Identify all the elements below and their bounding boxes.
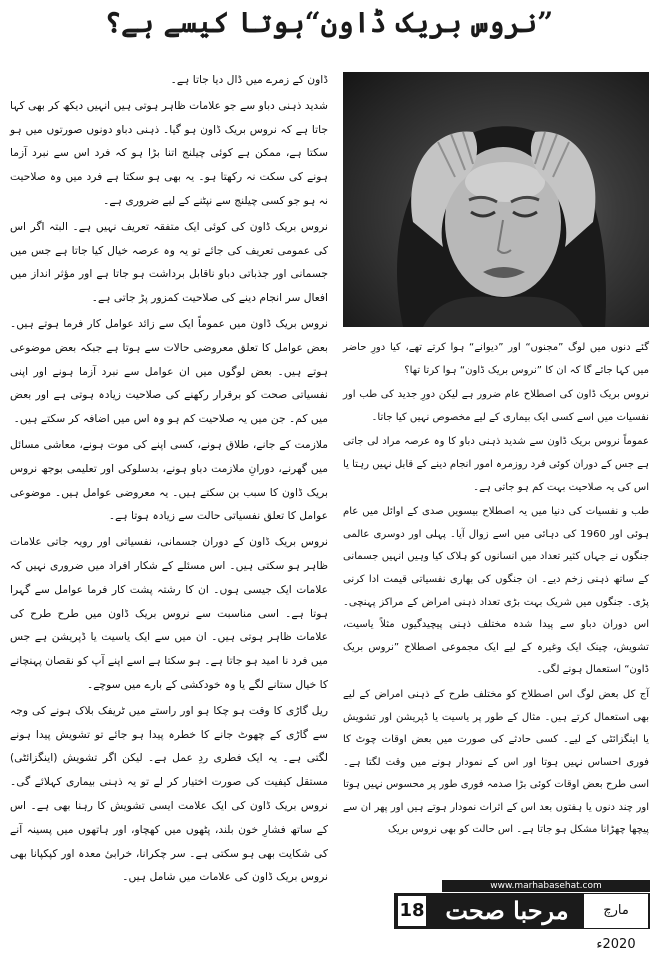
paragraph: ریل گاڑی کا وقت ہو چکا ہو اور راستے میں ٹریفک بلاک ہونے کی وجہ سے گاڑی کے چھوٹ جانے کا خطرہ پیدا ہو جائے تو تشویش پیدا ہونے لگتی ہے۔ یہ ایک فطری ردِ عمل ہے۔ لیکن اگر تشویش (اینگزائٹی) مستقل کیفیت کی صورت اختیار کر لے تو یہ ذہنی بیماری کہلائے گی۔ نروس بریک ڈاون کی ایک علامت ایسی تشویش کا رہنا بھی ہے۔ اس کے ساتھ فشارِ خون بلند، پٹھوں میں کھچاو، اور ہاتھوں میں پسینہ آنے کی شکایت بھی ہو سکتی ہے۔ سر چکرانا، خرابیٔ معدہ اور کپکپانا بھی نروس بریک ڈاون کی علامات میں شامل ہیں۔ bbox=[10, 703, 328, 884]
issue-date: مارچ 2020ء bbox=[584, 894, 648, 928]
article-title: ”نروس بریک ڈاون“ہوتا کیسے ہے؟ bbox=[104, 6, 554, 39]
stressed-woman-photo bbox=[343, 72, 649, 327]
paragraph: نروس بریک ڈاون میں عموماً ایک سے زائد عوامل کار فرما ہوتے ہیں۔ بعض عوامل کا تعلق معروضی حالات سے ہوتا ہے جبکہ بعض موضوعی ہوتے ہیں۔ بعض لوگوں میں ان عوامل سے نبرد آزما ہونے اور اپنی نفسیاتی صحت کو برقرار رکھنے کی صلاحیت زیادہ ہوتی ہے اور بعض میں کم۔ جن میں یہ صلاحیت کم ہو وہ اس میں اضافہ کر سکتے ہیں۔ bbox=[10, 316, 328, 426]
paragraph: طب و نفسیات کی دنیا میں یہ اصطلاح بیسویں صدی کے اوائل میں عام ہوئی اور 1960 کی دہائی میں اسے زوال آیا۔ پہلی اور دوسری عالمی جنگوں نے جہاں کثیر تعداد میں انسانوں کو ہلاک کیا وہیں انہیں جسمانی کے ساتھ ذہنی زخم دیے۔ ان جنگوں کی بھاری نفسیاتی قیمت ادا کرنی پڑی۔ جنگوں میں شریک بہت بڑی تعداد ذہنی امراض کے مراکز پہنچی۔ اس دوران دباو سے پیدا شدہ مختلف ذہنی پیچیدگیوں مثلاً یاسیت، تشویش، چینک ایک وغیرہ کے لیے ایک مجموعی اصطلاح ”نروس بریک ڈاون“ استعمال ہونے لگی۔ bbox=[343, 506, 649, 676]
paragraph: نروس بریک ڈاون کی اصطلاح عام ضرور ہے لیکن دورِ جدید کی طب اور نفسیات میں اسے کسی ایک بیماری کے لیے مخصوص نہیں کیا جاتا۔ bbox=[343, 389, 649, 423]
page-number: 18 bbox=[398, 896, 426, 926]
paragraph: شدید ذہنی دباو سے جو علامات ظاہر ہوتی ہیں انہیں دیکھ کر بھی کہا جاتا ہے کہ نروس بریک ڈاون ہو گیا۔ ذہنی دباو دونوں صورتوں میں ہو سکتا ہے، ممکن ہے کوئی چیلنج اتنا بڑا ہو کہ فرد اس سے نبرد آزما ہونے کی سکت نہ رکھتا ہو۔ یہ بھی ہو سکتا ہے فرد میں وہ صلاحیت نہ ہو جو کسی چیلنج سے نپٹنے کے لیے ضروری ہے۔ bbox=[10, 98, 328, 207]
article-column-right bbox=[343, 337, 649, 844]
paragraph: عموماً نروس بریک ڈاون سے شدید ذہنی دباو کا وہ عرصہ مراد لی جاتی ہے جس کے دوران کوئی فرد روزمرہ امور انجام دینے کے قابل نہیں رہتا یا اس کی یہ صلاحیت بہت کم ہو جاتی ہے۔ bbox=[343, 436, 649, 493]
magazine-logo: مرحبا صحت bbox=[445, 896, 569, 925]
photo-illustration bbox=[343, 72, 649, 327]
paragraph: نروس بریک ڈاون کی کوئی ایک متفقہ تعریف نہیں ہے۔ البتہ اگر اس کی عمومی تعریف کی جائے تو یہ وہ عرصہ خیال کیا جاتا ہے جس میں جسمانی اور جذباتی دباو ناقابل برداشت ہو جاتا ہے اور مؤثر انداز میں افعال سر انجام دینے کی صلاحیت کمزور پڑ جاتی ہے۔ bbox=[10, 219, 328, 305]
website-url[interactable]: www.marhabasehat.com bbox=[442, 880, 650, 892]
paragraph: گئے دنوں میں لوگ ”مجنوں“ اور ”دیوانے“ ہوا کرتے تھے، کیا دورِ حاضر میں کہا جائے گا کہ ان کا ”نروس بریک ڈاون“ ہوا کرتا تھا؟ bbox=[343, 342, 649, 376]
footer-banner bbox=[394, 893, 650, 952]
paragraph: ڈاون کے زمرے میں ڈال دیا جاتا ہے۔ bbox=[170, 73, 328, 86]
paragraph: آج کل بعض لوگ اس اصطلاح کو مختلف طرح کے ذہنی امراض کے لیے بھی استعمال کرتے ہیں۔ مثال کے طور پر یاسیت یا ڈپریشن اور تشویش یا اینگزائٹی کے لیے۔ کسی حادثے کی صورت میں بعض اوقات چوٹ کا فوری احساس نہیں ہوتا اور اس کے نمودار ہونے میں وقت لگتا ہے۔ اسی طرح بعض اوقات کوئی بڑا صدمہ فوری طور پر محسوس نہیں ہوتا اور چند دنوں یا ہفتوں بعد اس کے اثرات نمودار ہوتے ہیں اور پھر ان سے پیچھا چھڑانا مشکل ہو جاتا ہے۔ اس حالت کو بھی نروس بریک bbox=[343, 688, 649, 836]
paragraph: نروس بریک ڈاون کے دوران جسمانی، نفسیاتی اور رویہ جاتی علامات ظاہر ہو سکتی ہیں۔ اس مسئلے کے شکار افراد میں ضروری نہیں کہ علامات ایک جیسی ہوں۔ ان کا رشتہ پشت کار فرما عوامل سے گہرا ہوتا ہے۔ اسی مناسبت سے نروس بریک ڈاون میں طرح طرح کی علامات ظاہر ہوتی ہیں۔ ان میں سے ایک یاسیت یا ڈپریشن ہے جس میں فرد نا امید ہو جاتا ہے۔ ہو سکتا ہے اسے اپنے آپ کو نقصان پہنچانے کا خیال ستانے لگے یا وہ خودکشی کے بارے میں سوچے۔ bbox=[10, 535, 328, 691]
paragraph: ملازمت کے جانے، طلاق ہونے، کسی اپنے کی موت ہونے، معاشی مسائل میں گھرنے، دورانِ ملازمت دباو ہونے، بدسلوکی اور تعلیمی بوجھ نروس بریک ڈاون کا سبب بن سکتے ہیں۔ یہ معروضی عوامل ہیں۔ موضوعی عوامل کا تعلق نفسیاتی حالت سے زیادہ ہوتا ہے۔ bbox=[10, 437, 328, 523]
magazine-footer bbox=[394, 881, 650, 952]
article-column-left bbox=[10, 68, 328, 891]
